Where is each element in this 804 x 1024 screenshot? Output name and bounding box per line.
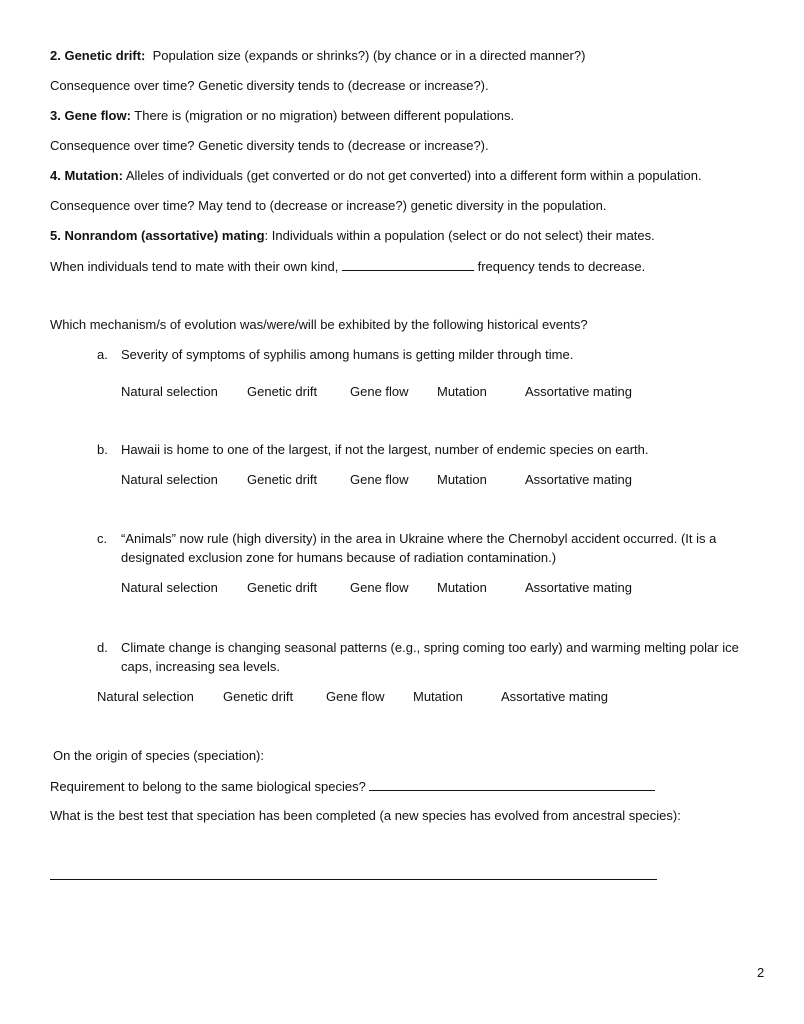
gene-flow-text: There is (migration or no migration) between different populations. [134, 108, 515, 123]
genetic-drift-text: Population size (expands or shrinks?) (by chance or in a directed manner?) [152, 48, 586, 63]
mutation-label: 4. Mutation: [50, 168, 123, 183]
event-a [97, 347, 573, 363]
page-number: 2 [757, 965, 765, 980]
option-mutation[interactable]: Mutation [437, 384, 487, 399]
speciation-requirement-line [50, 778, 655, 795]
event-d-letter: d. [97, 640, 108, 655]
option-natural-selection[interactable]: Natural selection [121, 580, 218, 595]
genetic-drift-consequence: Consequence over time? Genetic diversity tends to (decrease or increase?). [50, 78, 489, 93]
event-d-letter-wrap [97, 640, 121, 656]
option-gene-flow[interactable]: Gene flow [350, 384, 409, 399]
event-c-text: “Animals” now rule (high diversity) in the area in Ukraine where the Chernobyl accident occurred. (It is a designated exclusion zone for humans because of radiation contamination.) [121, 531, 717, 565]
nonrandom-consequence-before: When individuals tend to mate with their own kind, [50, 259, 339, 274]
nonrandom-text: : Individuals within a population (select or do not select) their mates. [264, 228, 655, 243]
speciation-requirement: Requirement to belong to the same biological species? [50, 779, 366, 794]
nonrandom-label: 5. Nonrandom (assortative) mating [50, 228, 265, 243]
genetic-drift-label: 2. Genetic drift: [50, 48, 146, 63]
option-gene-flow[interactable]: Gene flow [326, 689, 385, 704]
option-natural-selection[interactable]: Natural selection [97, 689, 194, 704]
option-gene-flow[interactable]: Gene flow [350, 472, 409, 487]
option-mutation[interactable]: Mutation [437, 472, 487, 487]
gene-flow-consequence: Consequence over time? Genetic diversity tends to (decrease or increase?). [50, 138, 489, 153]
nonrandom-line [50, 228, 655, 244]
nonrandom-consequence-after: frequency tends to decrease. [477, 259, 646, 274]
nonrandom-answer-blank[interactable] [342, 258, 474, 271]
option-natural-selection[interactable]: Natural selection [121, 472, 218, 487]
event-b [97, 442, 649, 458]
gene-flow-line [50, 108, 514, 124]
gene-flow-label: 3. Gene flow: [50, 108, 131, 123]
option-gene-flow[interactable]: Gene flow [350, 580, 409, 595]
option-assortative-mating[interactable]: Assortative mating [501, 689, 608, 704]
speciation-best-test: What is the best test that speciation has been completed (a new species has evolved from ancestral species): [50, 808, 681, 823]
option-genetic-drift[interactable]: Genetic drift [247, 580, 318, 595]
option-assortative-mating[interactable]: Assortative mating [525, 472, 632, 487]
nonrandom-consequence [50, 258, 645, 275]
event-a-text: Severity of symptoms of syphilis among humans is getting milder through time. [121, 347, 574, 362]
event-b-letter: b. [97, 442, 108, 457]
option-assortative-mating[interactable]: Assortative mating [525, 384, 632, 399]
requirement-answer-blank[interactable] [369, 778, 655, 791]
option-assortative-mating[interactable]: Assortative mating [525, 580, 632, 595]
mutation-line [50, 168, 702, 184]
option-mutation[interactable]: Mutation [413, 689, 463, 704]
best-test-answer-line[interactable] [50, 879, 657, 880]
mutation-text: Alleles of individuals (get converted or do not get converted) into a different form within a population. [125, 168, 702, 183]
genetic-drift-line [50, 48, 585, 64]
event-c-letter-wrap [97, 531, 121, 547]
speciation-heading: On the origin of species (speciation): [53, 748, 264, 763]
event-c-letter: c. [97, 531, 108, 546]
option-natural-selection[interactable]: Natural selection [121, 384, 218, 399]
option-genetic-drift[interactable]: Genetic drift [247, 472, 318, 487]
option-genetic-drift[interactable]: Genetic drift [223, 689, 294, 704]
mutation-consequence: Consequence over time? May tend to (decrease or increase?) genetic diversity in the population. [50, 198, 607, 213]
option-mutation[interactable]: Mutation [437, 580, 487, 595]
event-b-text: Hawaii is home to one of the largest, if not the largest, number of endemic species on earth. [121, 442, 649, 457]
event-a-letter: a. [97, 347, 108, 362]
event-d-text: Climate change is changing seasonal patterns (e.g., spring coming too early) and warming melting polar ice caps, increasing sea levels. [121, 640, 739, 674]
mechanism-question: Which mechanism/s of evolution was/were/will be exhibited by the following historical events? [50, 317, 588, 332]
option-genetic-drift[interactable]: Genetic drift [247, 384, 318, 399]
